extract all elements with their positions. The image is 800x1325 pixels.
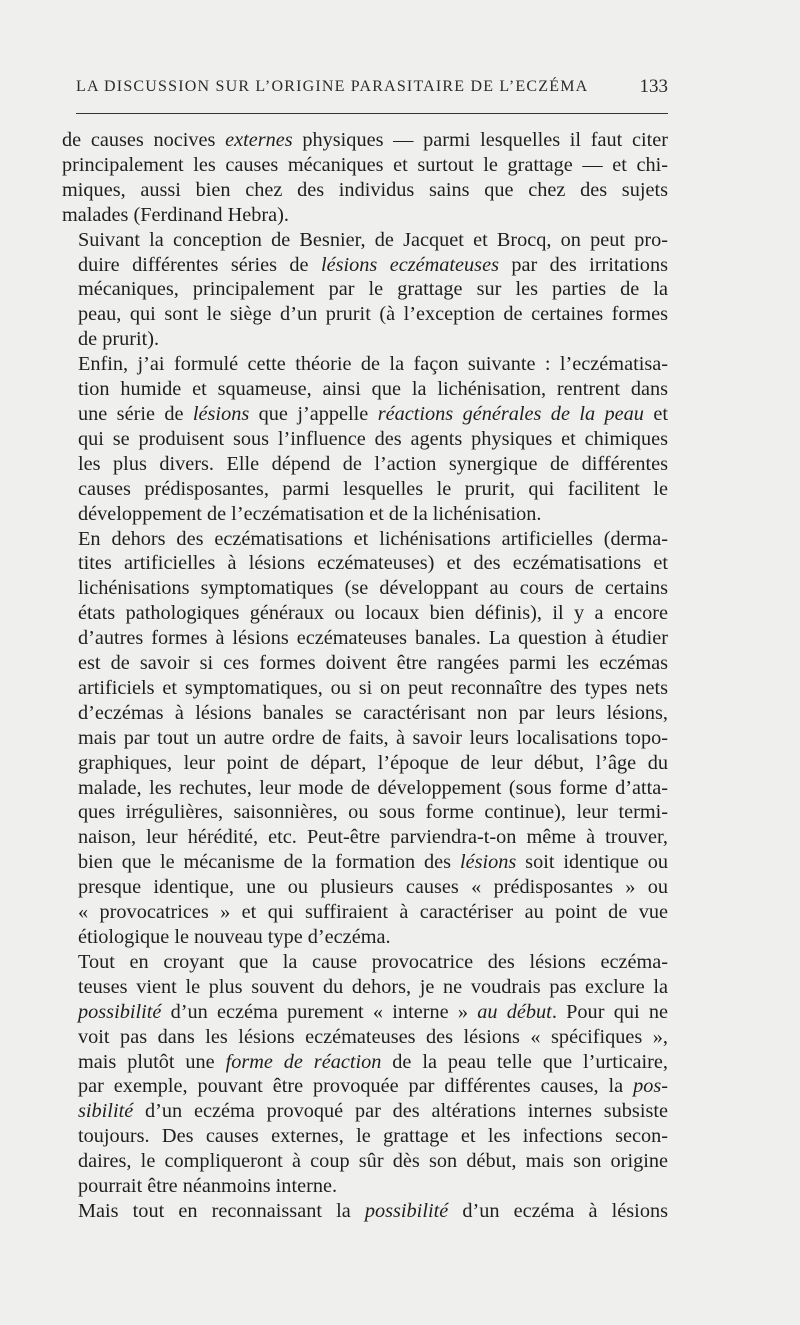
- paragraph: [62, 1199, 668, 1224]
- running-title: LA DISCUSSION SUR L’ORIGINE PARASITAIRE DE L’ECZÉMA: [76, 78, 589, 95]
- text-line: développement de l’eczématisation et de la lichénisation.: [78, 502, 542, 525]
- text-line: d’autres formes à lésions eczémateuses banales. La question à étudier: [78, 627, 668, 650]
- text-line: de causes nocives externes physiques — parmi lesquelles il faut citer: [62, 129, 668, 151]
- text-line: miques, aussi bien chez des individus sains que chez des sujets: [62, 178, 668, 201]
- paragraph: [62, 527, 668, 950]
- running-head: [76, 76, 668, 98]
- emphasis: possibilité: [78, 1000, 162, 1023]
- text-line: possibilité d’un eczéma purement « interne » au début. Pour qui ne: [78, 1000, 668, 1023]
- emphasis: forme de réaction: [225, 1050, 382, 1073]
- emphasis: possibilité: [364, 1199, 449, 1222]
- text-line: presque identique, une ou plusieurs causes « prédisposantes » ou: [78, 876, 668, 899]
- emphasis: sibilité: [78, 1100, 134, 1123]
- text-line: duire différentes séries de lésions eczémateuses par des irritations: [78, 253, 668, 276]
- text-line: d’eczémas à lésions banales se caractérisant non par leurs lésions,: [78, 701, 668, 724]
- paragraph: [62, 352, 668, 526]
- text-line: causes prédisposantes, parmi lesquelles le prurit, qui facilitent le: [78, 477, 668, 500]
- text-line: malades (Ferdinand Hebra).: [62, 203, 289, 226]
- text-line: graphiques, leur point de départ, l’époque de leur début, l’âge du: [78, 751, 668, 774]
- paragraph: [62, 228, 668, 353]
- text-line: Enfin, j’ai formulé cette théorie de la façon suivante : l’eczématisa-: [78, 353, 668, 376]
- text-line: artificiels et symptomatiques, ou si on peut reconnaître des types nets: [78, 676, 668, 699]
- emphasis: lésions: [192, 402, 250, 425]
- text-line: est de savoir si ces formes doivent être rangées parmi les eczémas: [78, 652, 668, 675]
- text-line: sibilité d’un eczéma provoqué par des altérations internes subsiste: [78, 1100, 668, 1123]
- emphasis: externes: [225, 129, 293, 151]
- text-line: par exemple, pouvant être provoquée par différentes causes, la pos-: [78, 1075, 668, 1098]
- page-number: 133: [639, 76, 668, 97]
- text-line: En dehors des eczématisations et lichénisations artificielles (derma-: [78, 527, 668, 550]
- text-line: naison, leur hérédité, etc. Peut-être parviendra-t-on même à trouver,: [78, 826, 668, 849]
- emphasis: pos-: [633, 1075, 668, 1098]
- text-line: mais plutôt une forme de réaction de la peau telle que l’urticaire,: [78, 1050, 669, 1073]
- header-rule: [76, 113, 668, 114]
- text-line: états pathologiques généraux ou locaux bien définis), il y a encore: [78, 602, 668, 625]
- text-line: Mais tout en reconnaissant la possibilité d’un eczéma à lésions: [78, 1199, 668, 1222]
- text-line: malade, les rechutes, leur mode de développement (sous forme d’atta-: [78, 776, 668, 799]
- emphasis: réactions générales de la peau: [377, 402, 644, 425]
- paragraph: [62, 950, 668, 1199]
- text-line: toujours. Des causes externes, le grattage et les infections secon-: [78, 1125, 668, 1148]
- text-line: une série de lésions que j’appelle réactions générales de la peau et: [78, 402, 668, 425]
- text-line: étiologique le nouveau type d’eczéma.: [78, 926, 391, 948]
- paragraph: [62, 128, 668, 228]
- text-line: pourrait être néanmoins interne.: [78, 1175, 338, 1198]
- text-line: « provocatrices » et qui suffiraient à caractériser au point de vue: [78, 901, 668, 924]
- text-line: daires, le compliqueront à coup sûr dès son début, mais son origine: [78, 1150, 668, 1173]
- emphasis: au début: [477, 1000, 552, 1023]
- text-line: mais par tout un autre ordre de faits, à savoir leurs localisations topo-: [78, 726, 668, 749]
- text-line: tites artificielles à lésions eczémateuses) et des eczématisations et: [78, 552, 668, 575]
- text-line: peau, qui sont le siège d’un prurit (à l’exception de certaines formes: [78, 303, 668, 326]
- body-text: [62, 128, 668, 1224]
- emphasis: lésions: [459, 851, 517, 874]
- text-line: tion humide et squameuse, ainsi que la lichénisation, rentrent dans: [78, 378, 668, 401]
- text-line: de prurit).: [78, 328, 160, 351]
- text-line: teuses vient le plus souvent du dehors, je ne voudrais pas exclure la: [78, 975, 668, 998]
- text-line: bien que le mécanisme de la formation des lésions soit identique ou: [78, 851, 669, 874]
- emphasis: lésions eczémateuses: [320, 253, 499, 276]
- text-line: lichénisations symptomatiques (se développant au cours de certains: [78, 577, 668, 600]
- text-line: voit pas dans les lésions eczémateuses des lésions « spécifiques »,: [78, 1025, 668, 1048]
- text-line: principalement les causes mécaniques et surtout le grattage — et chi-: [62, 153, 668, 176]
- text-line: ques irrégulières, saisonnières, ou sous forme continue), leur termi-: [78, 801, 668, 824]
- text-line: Suivant la conception de Besnier, de Jacquet et Brocq, on peut pro-: [78, 228, 668, 251]
- text-line: mécaniques, principalement par le grattage sur les parties de la: [78, 278, 668, 301]
- text-line: Tout en croyant que la cause provocatrice des lésions eczéma-: [78, 950, 668, 973]
- text-line: qui se produisent sous l’influence des agents physiques et chimiques: [78, 427, 668, 450]
- text-line: les plus divers. Elle dépend de l’action synergique de différentes: [78, 452, 668, 475]
